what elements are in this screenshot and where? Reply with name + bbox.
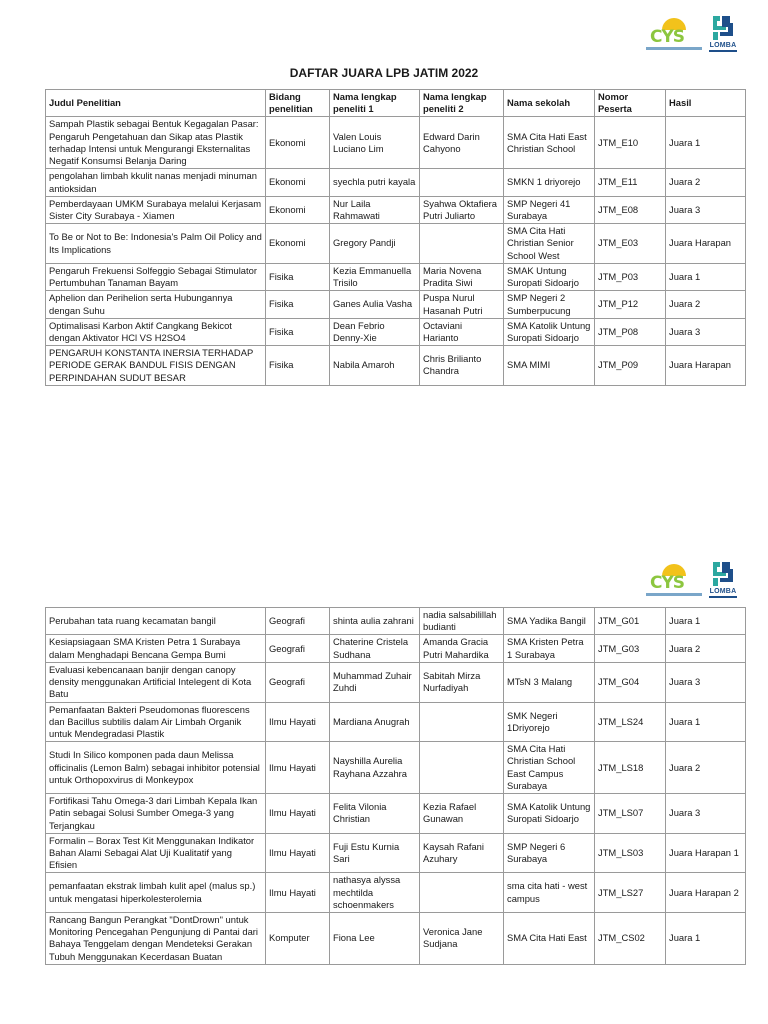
cell-peneliti-1: Nur Laila Rahmawati — [330, 196, 420, 223]
cell-sekolah: SMA Katolik Untung Suropati Sidoarjo — [504, 794, 595, 834]
cell-peneliti-1: Gregory Pandji — [330, 224, 420, 264]
table-row — [46, 662, 746, 702]
cell-peneliti-1: Mardiana Anugrah — [330, 702, 420, 742]
lomba-logo — [708, 560, 738, 598]
cell-nomor: JTM_E08 — [595, 196, 666, 223]
cell-bidang: Ekonomi — [266, 169, 330, 196]
cell-hasil: Juara 2 — [666, 169, 746, 196]
cell-hasil: Juara 2 — [666, 291, 746, 318]
cell-nomor: JTM_P09 — [595, 346, 666, 386]
cell-hasil: Juara Harapan 1 — [666, 833, 746, 873]
table-row — [46, 346, 746, 386]
cell-hasil: Juara 2 — [666, 742, 746, 794]
cell-peneliti-2 — [420, 702, 504, 742]
table-row — [46, 833, 746, 873]
cys-logo-text: CYS — [650, 27, 685, 47]
header-peneliti-2: Nama lengkap peneliti 2 — [420, 90, 504, 117]
cell-sekolah: SMP Negeri 2 Sumberpucung — [504, 291, 595, 318]
cell-sekolah: SMA Yadika Bangil — [504, 608, 595, 635]
cell-peneliti-1: nathasya alyssa mechtilda schoenmakers — [330, 873, 420, 913]
cell-peneliti-1: Valen Louis Luciano Lim — [330, 117, 420, 169]
cell-judul: pengolahan limbah kkulit nanas menjadi minuman antioksidan — [46, 169, 266, 196]
cell-nomor: JTM_P12 — [595, 291, 666, 318]
header-nomor: Nomor Peserta — [595, 90, 666, 117]
cell-nomor: JTM_E10 — [595, 117, 666, 169]
cell-peneliti-2 — [420, 224, 504, 264]
table-row — [46, 913, 746, 965]
cell-judul: Fortifikasi Tahu Omega-3 dari Limbah Kepala Ikan Patin sebagai Solusi Sumber Omega-3 yang Terjangkau — [46, 794, 266, 834]
cell-peneliti-1: Ganes Aulia Vasha — [330, 291, 420, 318]
cell-peneliti-2: Syahwa Oktafiera Putri Juliarto — [420, 196, 504, 223]
cell-sekolah: SMA Cita Hati East — [504, 913, 595, 965]
cell-hasil: Juara Harapan 2 — [666, 873, 746, 913]
cell-judul: Optimalisasi Karbon Aktif Cangkang Bekicot dengan Aktivator HCl VS H2SO4 — [46, 318, 266, 345]
cell-nomor: JTM_LS18 — [595, 742, 666, 794]
cell-sekolah: SMA Cita Hati East Christian School — [504, 117, 595, 169]
table-row — [46, 169, 746, 196]
cell-judul: Pemberdayaan UMKM Surabaya melalui Kerjasam Sister City Surabaya - Xiamen — [46, 196, 266, 223]
cell-sekolah: SMK Negeri 1Driyorejo — [504, 702, 595, 742]
cell-bidang: Ekonomi — [266, 224, 330, 264]
cys-logo — [646, 18, 702, 52]
results-table-page2 — [45, 607, 746, 965]
cell-bidang: Ilmu Hayati — [266, 702, 330, 742]
cell-bidang: Fisika — [266, 263, 330, 290]
cell-hasil: Juara 3 — [666, 318, 746, 345]
cell-peneliti-2: Sabitah Mirza Nurfadiyah — [420, 662, 504, 702]
cell-peneliti-1: Kezia Emmanuella Trisilo — [330, 263, 420, 290]
cell-sekolah: MTsN 3 Malang — [504, 662, 595, 702]
cell-peneliti-2 — [420, 873, 504, 913]
cell-judul: Evaluasi kebencanaan banjir dengan canopy density menggunakan Artificial Intelegent di Kota Batu — [46, 662, 266, 702]
cell-bidang: Ilmu Hayati — [266, 833, 330, 873]
cys-logo-text: CYS — [650, 573, 685, 593]
table-row — [46, 608, 746, 635]
cell-peneliti-1: syechla putri kayala — [330, 169, 420, 196]
cell-bidang: Fisika — [266, 318, 330, 345]
cell-bidang: Fisika — [266, 346, 330, 386]
cell-peneliti-2: Maria Novena Pradita Siwi — [420, 263, 504, 290]
cell-sekolah: SMA Katolik Untung Suropati Sidoarjo — [504, 318, 595, 345]
cell-peneliti-2: Edward Darin Cahyono — [420, 117, 504, 169]
cell-sekolah: SMP Negeri 41 Surabaya — [504, 196, 595, 223]
cell-bidang: Geografi — [266, 635, 330, 662]
cell-peneliti-1: Chaterine Cristela Sudhana — [330, 635, 420, 662]
document-title: DAFTAR JUARA LPB JATIM 2022 — [289, 66, 479, 80]
cell-nomor: JTM_G01 — [595, 608, 666, 635]
lomba-logo-text: LOMBA — [709, 588, 737, 595]
cell-peneliti-1: Fuji Estu Kurnia Sari — [330, 833, 420, 873]
cell-peneliti-2: Octaviani Harianto — [420, 318, 504, 345]
cys-logo — [646, 564, 702, 598]
cell-judul: To Be or Not to Be: Indonesia's Palm Oil Policy and Its Implications — [46, 224, 266, 264]
cell-peneliti-2: Amanda Gracia Putri Mahardika — [420, 635, 504, 662]
lomba-emblem-icon — [710, 14, 736, 42]
table-row — [46, 196, 746, 223]
cys-logo-underline — [646, 593, 702, 596]
cell-hasil: Juara 1 — [666, 702, 746, 742]
table-row — [46, 702, 746, 742]
cell-sekolah: SMA Cita Hati Christian School East Campus Surabaya — [504, 742, 595, 794]
cell-judul: Kesiapsiagaan SMA Kristen Petra 1 Surabaya dalam Menghadapi Bencana Gempa Bumi — [46, 635, 266, 662]
cell-judul: Pengaruh Frekuensi Solfeggio Sebagai Stimulator Pertumbuhan Tanaman Bayam — [46, 263, 266, 290]
cell-peneliti-2: Kezia Rafael Gunawan — [420, 794, 504, 834]
cell-sekolah: SMA Kristen Petra 1 Surabaya — [504, 635, 595, 662]
cell-nomor: JTM_G04 — [595, 662, 666, 702]
cell-peneliti-1: shinta aulia zahrani — [330, 608, 420, 635]
cell-hasil: Juara 3 — [666, 196, 746, 223]
cell-peneliti-1: Fiona Lee — [330, 913, 420, 965]
cell-hasil: Juara Harapan — [666, 346, 746, 386]
cell-peneliti-2: Chris Brilianto Chandra — [420, 346, 504, 386]
page2-logos — [646, 560, 738, 598]
cell-nomor: JTM_E11 — [595, 169, 666, 196]
cell-bidang: Fisika — [266, 291, 330, 318]
cell-judul: pemanfaatan ekstrak limbah kulit apel (malus sp.) untuk mengatasi hiperkolesterolemia — [46, 873, 266, 913]
cell-bidang: Ilmu Hayati — [266, 873, 330, 913]
lomba-logo-text: LOMBA — [709, 42, 737, 49]
cell-peneliti-1: Nabila Amaroh — [330, 346, 420, 386]
table-row — [46, 224, 746, 264]
cell-peneliti-2: Puspa Nurul Hasanah Putri — [420, 291, 504, 318]
cell-sekolah: SMA Cita Hati Christian Senior School West — [504, 224, 595, 264]
cell-sekolah: SMKN 1 driyorejo — [504, 169, 595, 196]
cell-judul: Formalin – Borax Test Kit Menggunakan Indikator Bahan Alami Sebagai Alat Uji Kualitatif yang Efisien — [46, 833, 266, 873]
header-peneliti-1: Nama lengkap peneliti 1 — [330, 90, 420, 117]
cell-judul: Rancang Bangun Perangkat "DontDrown" untuk Monitoring Pencegahan Pengunjung di Pantai dari Bahaya Tenggelam dengan Mendeteksi Gerakan Tubuh Menggunakan Kecerdasan Buatan — [46, 913, 266, 965]
header-sekolah: Nama sekolah — [504, 90, 595, 117]
table-row — [46, 117, 746, 169]
lomba-logo — [708, 14, 738, 52]
cell-hasil: Juara 1 — [666, 913, 746, 965]
cell-hasil: Juara 1 — [666, 117, 746, 169]
cell-nomor: JTM_LS27 — [595, 873, 666, 913]
cell-hasil: Juara 3 — [666, 794, 746, 834]
cell-peneliti-1: Felita Vilonia Christian — [330, 794, 420, 834]
table-row — [46, 873, 746, 913]
cell-peneliti-2: nadia salsabilillah budianti — [420, 608, 504, 635]
cell-judul: PENGARUH KONSTANTA INERSIA TERHADAP PERIODE GERAK BANDUL FISIS DENGAN PERPINDAHAN SUDUT BESAR — [46, 346, 266, 386]
cell-bidang: Ekonomi — [266, 196, 330, 223]
cell-sekolah: SMA MIMI — [504, 346, 595, 386]
header-hasil: Hasil — [666, 90, 746, 117]
cell-peneliti-1: Dean Febrio Denny-Xie — [330, 318, 420, 345]
cell-sekolah: sma cita hati - west campus — [504, 873, 595, 913]
results-table-page1 — [45, 89, 746, 386]
cell-bidang: Ilmu Hayati — [266, 742, 330, 794]
cell-peneliti-2: Veronica Jane Sudjana — [420, 913, 504, 965]
cell-peneliti-2 — [420, 742, 504, 794]
cell-bidang: Ilmu Hayati — [266, 794, 330, 834]
header-logos — [646, 14, 738, 52]
table-row — [46, 291, 746, 318]
cell-hasil: Juara 2 — [666, 635, 746, 662]
lomba-emblem-icon — [710, 560, 736, 588]
cell-bidang: Komputer — [266, 913, 330, 965]
cell-judul: Sampah Plastik sebagai Bentuk Kegagalan Pasar: Pengaruh Pengetahuan dan Sikap atas Plastik terhadap Intensi untuk Mengurangi Eksternalitas Negatif Konsumsi Belanja Daring — [46, 117, 266, 169]
lomba-logo-underline — [709, 50, 737, 52]
lomba-logo-underline — [709, 596, 737, 598]
cell-hasil: Juara 1 — [666, 608, 746, 635]
table-row — [46, 635, 746, 662]
cell-peneliti-2 — [420, 169, 504, 196]
cell-judul: Pemanfaatan Bakteri Pseudomonas fluorescens dan Bacillus subtilis dalam Air Limbah Organik untuk Mendegradasi Plastik — [46, 702, 266, 742]
table-body-page1 — [46, 117, 746, 385]
cell-peneliti-2: Kaysah Rafani Azuhary — [420, 833, 504, 873]
cell-judul: Aphelion dan Perihelion serta Hubungannya dengan Suhu — [46, 291, 266, 318]
cell-nomor: JTM_E03 — [595, 224, 666, 264]
cell-peneliti-1: Nayshilla Aurelia Rayhana Azzahra — [330, 742, 420, 794]
cell-nomor: JTM_LS07 — [595, 794, 666, 834]
header-bidang: Bidang penelitian — [266, 90, 330, 117]
cell-hasil: Juara 3 — [666, 662, 746, 702]
table-header-row — [46, 90, 746, 117]
cell-sekolah: SMP Negeri 6 Surabaya — [504, 833, 595, 873]
cell-nomor: JTM_LS03 — [595, 833, 666, 873]
cell-nomor: JTM_P03 — [595, 263, 666, 290]
cell-judul: Studi In Silico komponen pada daun Melissa officinalis (Lemon Balm) sebagai inhibitor potensial untuk Orthopoxvirus di Monkeypox — [46, 742, 266, 794]
cell-nomor: JTM_P08 — [595, 318, 666, 345]
cell-sekolah: SMAK Untung Suropati Sidoarjo — [504, 263, 595, 290]
cell-peneliti-1: Muhammad Zuhair Zuhdi — [330, 662, 420, 702]
header-judul: Judul Penelitian — [46, 90, 266, 117]
cell-bidang: Geografi — [266, 608, 330, 635]
cell-hasil: Juara 1 — [666, 263, 746, 290]
cell-bidang: Ekonomi — [266, 117, 330, 169]
table-body-page2 — [46, 608, 746, 965]
cell-judul: Perubahan tata ruang kecamatan bangil — [46, 608, 266, 635]
cell-hasil: Juara Harapan — [666, 224, 746, 264]
table-row — [46, 794, 746, 834]
table-row — [46, 742, 746, 794]
cell-nomor: JTM_G03 — [595, 635, 666, 662]
table-row — [46, 318, 746, 345]
cell-bidang: Geografi — [266, 662, 330, 702]
cell-nomor: JTM_LS24 — [595, 702, 666, 742]
table-row — [46, 263, 746, 290]
cys-logo-underline — [646, 47, 702, 50]
cell-nomor: JTM_CS02 — [595, 913, 666, 965]
